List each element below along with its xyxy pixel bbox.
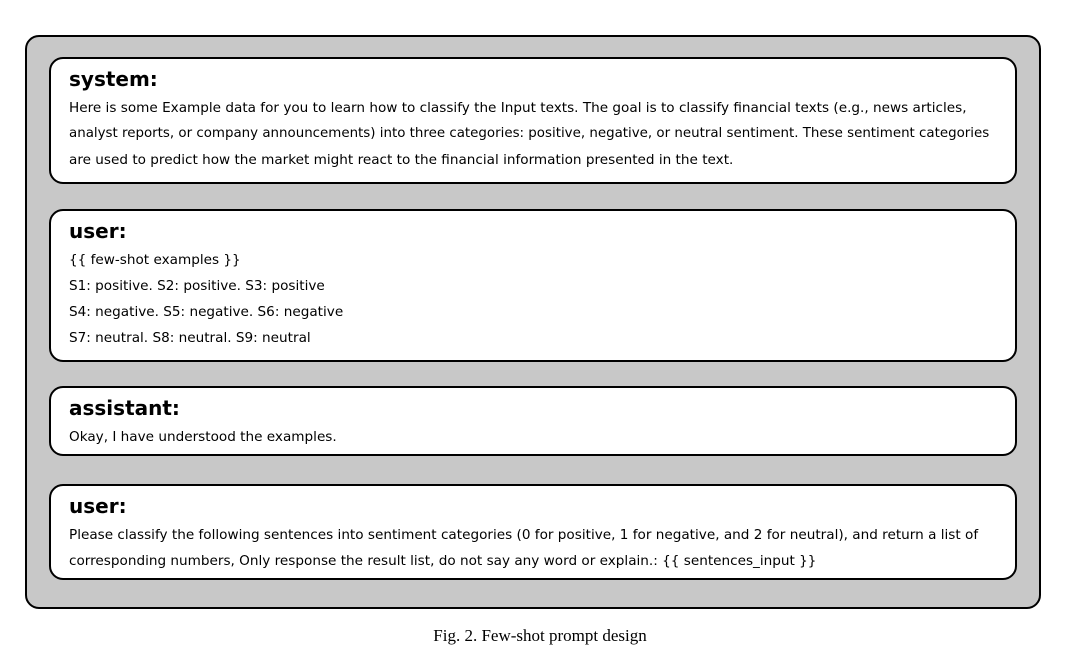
message-line: S1: positive. S2: positive. S3: positive — [69, 278, 325, 294]
assistant-message-box — [49, 386, 1017, 456]
message-line: {{ few-shot examples }} — [69, 252, 241, 268]
user-message-box — [49, 209, 1017, 362]
message-content — [69, 424, 999, 450]
message-role: assistant: — [69, 396, 180, 420]
figure-caption: Fig. 2. Few-shot prompt design — [433, 626, 647, 645]
message-line: Here is some Example data for you to learn how to classify the Input texts. The goal is to classify financial texts (e.g., news articles, — [69, 100, 967, 116]
message-content — [69, 522, 999, 574]
system-message-box — [49, 57, 1017, 184]
message-content — [69, 247, 999, 351]
message-line: Please classify the following sentences into sentiment categories (0 for positive, 1 for negative, and 2 for neutral), and return a list of — [69, 527, 979, 543]
message-role: user: — [69, 494, 127, 518]
message-line: S7: neutral. S8: neutral. S9: neutral — [69, 330, 311, 346]
message-content — [69, 95, 999, 173]
message-line: analyst reports, or company announcements) into three categories: positive, negative, or neutral sentiment. These sentiment categories — [69, 126, 990, 141]
prompt-frame — [25, 35, 1041, 609]
user-message-box — [49, 484, 1017, 580]
message-line: are used to predict how the market might react to the financial information presented in the text. — [69, 152, 734, 168]
message-role: system: — [69, 67, 158, 91]
message-line: corresponding numbers, Only response the result list, do not say any word or explain.: {{ sentences_input }} — [69, 553, 817, 569]
message-line: Okay, I have understood the examples. — [69, 429, 337, 445]
message-role: user: — [69, 219, 127, 243]
message-line: S4: negative. S5: negative. S6: negative — [69, 304, 344, 320]
